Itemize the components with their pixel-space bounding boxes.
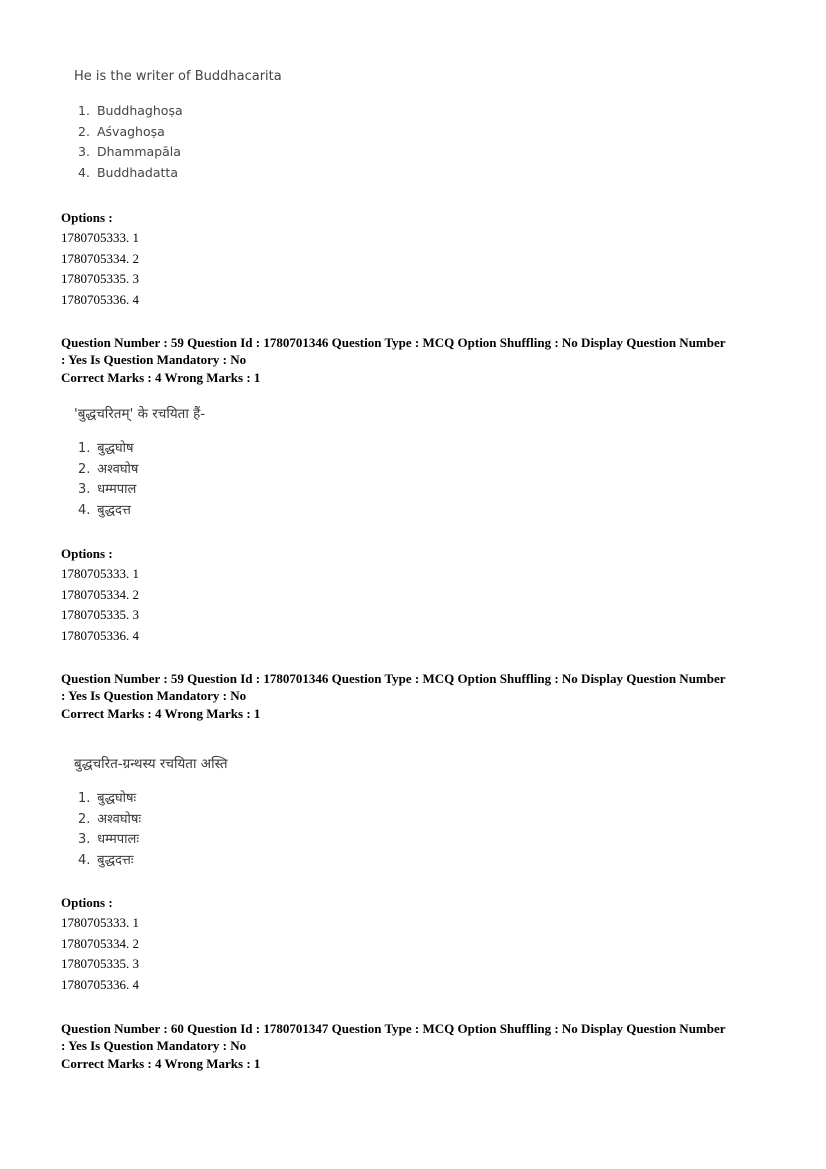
question-image-sanskrit [74,754,228,871]
question-meta-line: Question Number : 59 Question Id : 1780701346 Question Type : MCQ Option Shuffling : No Display Question Number [61,335,726,350]
options-label: Options : [61,895,113,910]
choice-item: 2. Aśvaghoṣa [78,123,165,139]
question-meta-line: : Yes Is Question Mandatory : No [61,351,247,367]
question-header [61,671,773,723]
question-meta-line: : Yes Is Question Mandatory : No [61,1037,247,1053]
question-stem: He is the writer of Buddhacarita [74,69,282,84]
question-meta-line: : Yes Is Question Mandatory : No [61,687,247,703]
question-stem: 'बुद्धचरितम्' के रचयिता हैं- [74,406,206,422]
options-list [61,208,139,311]
choice-item: 3. धम्मपाल [78,482,137,497]
choice-item: 4. Buddhadatta [78,164,178,180]
question-stem: बुद्धचरित-ग्रन्थस्य रचयिता अस्ति [74,756,228,772]
option-row: 1780705333. 1 [61,566,139,581]
choice-item: 1. Buddhaghoṣa [78,103,183,118]
choice-list [74,789,228,871]
question-header [61,1021,773,1073]
option-row: 1780705336. 4 [61,628,139,644]
options-label: Options : [61,546,113,561]
option-row: 1780705334. 2 [61,935,139,951]
option-row: 1780705333. 1 [61,915,139,930]
question-image-english [74,69,282,183]
choice-item: 4. बुद्धदत्तः [78,852,134,868]
choice-item: 2. अश्वघोषः [78,811,142,827]
question-meta-line: Question Number : 60 Question Id : 1780701347 Question Type : MCQ Option Shuffling : No Display Question Number [61,1021,726,1036]
choice-item: 3. Dhammapāla [78,144,181,159]
question-marks: Correct Marks : 4 Wrong Marks : 1 [61,706,261,721]
options-label: Options : [61,210,113,225]
choice-item: 2. अश्वघोष [78,461,139,477]
options-list [61,893,139,996]
question-marks: Correct Marks : 4 Wrong Marks : 1 [61,1056,261,1071]
question-image-hindi [74,404,205,521]
option-row: 1780705335. 3 [61,271,139,287]
choice-list [74,101,282,183]
option-row: 1780705335. 3 [61,607,139,623]
choice-item: 1. बुद्धघोष [78,441,134,456]
options-list [61,544,139,647]
option-row: 1780705336. 4 [61,292,139,308]
choice-item: 1. बुद्धघोषः [78,791,137,806]
choice-item: 3. धम्मपालः [78,832,139,847]
option-row: 1780705333. 1 [61,230,139,245]
option-row: 1780705334. 2 [61,586,139,602]
choice-list [74,439,205,521]
option-row: 1780705335. 3 [61,956,139,972]
question-meta-line: Question Number : 59 Question Id : 1780701346 Question Type : MCQ Option Shuffling : No Display Question Number [61,671,726,686]
question-header [61,335,773,387]
option-row: 1780705334. 2 [61,250,139,266]
choice-item: 4. बुद्धदत्त [78,502,131,518]
option-row: 1780705336. 4 [61,977,139,993]
question-marks: Correct Marks : 4 Wrong Marks : 1 [61,370,261,385]
